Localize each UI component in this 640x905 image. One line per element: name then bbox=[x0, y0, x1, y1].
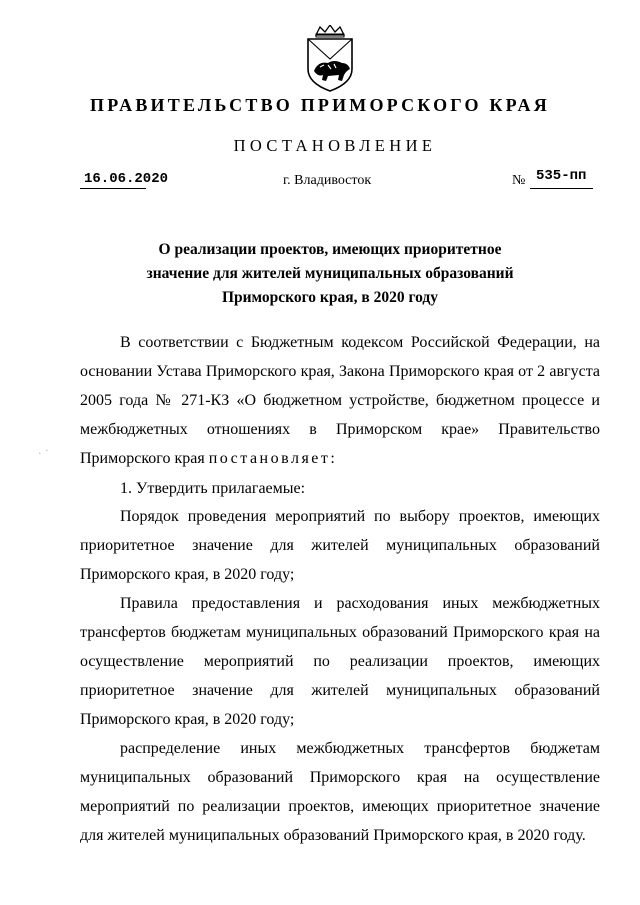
preamble-paragraph bbox=[80, 329, 600, 474]
government-title: ПРАВИТЕЛЬСТВО ПРИМОРСКОГО КРАЯ bbox=[90, 95, 550, 115]
preamble-text: В соответствии с Бюджетным кодексом Российской Федерации, на основании Устава Приморского края, Закона Приморского края от 2 августа 2005 года № 271-КЗ «О бюджетном устройстве, бюджетном процессе и межбюджетных отношениях в Приморском крае» Правительство Приморского края bbox=[80, 334, 600, 467]
date-underline bbox=[80, 188, 146, 189]
approved-procedure-paragraph: Порядок проведения мероприятий по выбору проектов, имеющих приоритетное значение для жителей муниципальных образований Приморского края, в 2020 году; bbox=[80, 508, 600, 583]
subject-line-1: О реализации проектов, имеющих приоритетное bbox=[158, 241, 502, 258]
approved-distribution-paragraph: распределение иных межбюджетных трансфертов бюджетам муниципальных образований Приморского края на осуществление мероприятий по реализации проектов, имеющих приоритетное значение для жителей муниципальных образований Приморского края, в 2020 году. bbox=[80, 740, 600, 844]
document-date: 16.06.2020 bbox=[84, 171, 169, 187]
document-city: г. Владивосток bbox=[283, 173, 372, 188]
number-sign: № bbox=[512, 173, 526, 188]
resolves-word: постановляет: bbox=[208, 449, 338, 467]
approved-rules-paragraph: Правила предоставления и расходования иных межбюджетных трансфертов бюджетам муниципальных образований Приморского края на осуществление мероприятий по реализации проектов, имеющих приоритетное значение для жителей муниципальных образований Приморского края, в 2020 году; bbox=[80, 595, 600, 728]
document-number: 535-пп bbox=[536, 168, 587, 184]
document-subject bbox=[120, 238, 540, 310]
subject-line-3: Приморского края, в 2020 году bbox=[221, 289, 439, 306]
item-1-paragraph: 1. Утвердить прилагаемые: bbox=[120, 480, 306, 497]
margin-mark: . · bbox=[38, 444, 49, 457]
primorsky-krai-coat-of-arms-icon bbox=[298, 25, 362, 93]
document-type: ПОСТАНОВЛЕНИЕ bbox=[233, 136, 437, 155]
subject-line-2: значение для жителей муниципальных образований bbox=[146, 265, 514, 282]
number-underline bbox=[530, 188, 593, 189]
